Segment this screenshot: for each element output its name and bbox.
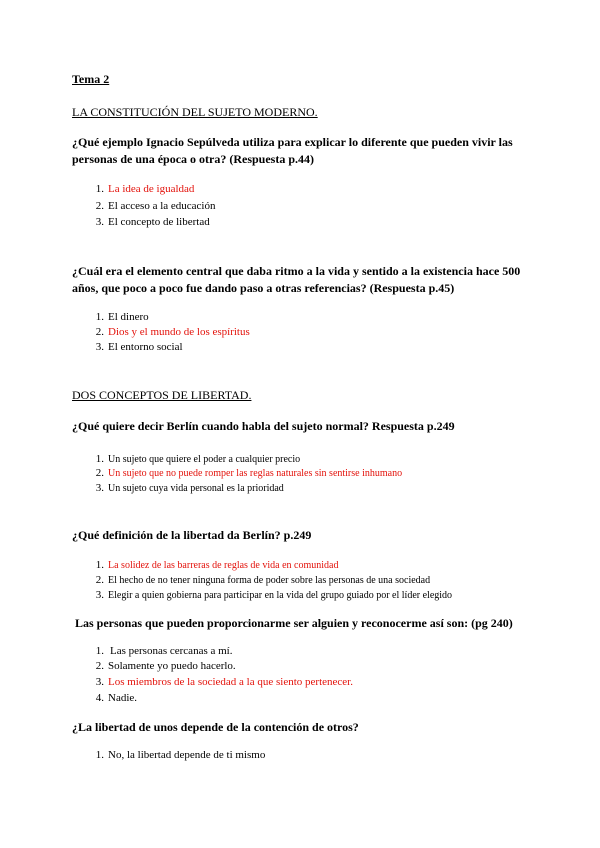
answer-option: No, la libertad depende de ti mismo [108,749,266,761]
option-number: 3. [95,589,104,601]
answer-option: Un sujeto cuya vida personal es la prioridad [108,483,284,494]
question-4: ¿Qué definición de la libertad da Berlín? p.249 [72,528,312,542]
option-number: 3. [95,676,104,688]
answer-option: Las personas cercanas a mí. [110,645,233,657]
option-number: 4. [95,692,104,704]
option-number: 3. [95,482,104,494]
question-1: ¿Qué ejemplo Ignacio Sepúlveda utiliza para explicar lo diferente que pueden vivir las personas de una época o otra? (Respuesta p.44) [72,135,513,166]
option-number: 1. [95,311,104,323]
option-number: 3. [95,341,104,353]
page-title: Tema 2 [72,72,110,86]
answer-option: Elegir a quien gobierna para participar en la vida del grupo guiado por el líder elegido [108,590,453,601]
answer-option: Un sujeto que quiere el poder a cualquier precio [108,454,301,465]
option-number: 2. [95,660,104,672]
question-5: Las personas que pueden proporcionarme ser alguien y reconocerme así son: (pg 240) [75,616,513,630]
answer-option-correct: Un sujeto que no puede romper las reglas naturales sin sentirse inhumano [108,468,403,479]
answer-option: Nadie. [108,692,138,704]
option-number: 2. [95,574,104,586]
question-2: ¿Cuál era el elemento central que daba ritmo a la vida y sentido a la existencia hace 500 años, que poco a poco fue dando paso a otras referencias? (Respuesta p.45) [72,264,521,295]
answer-option-correct: Dios y el mundo de los espíritus [108,326,250,338]
option-number: 2. [95,200,104,212]
question-6: ¿La libertad de unos depende de la contención de otros? [72,720,359,734]
option-number: 1. [95,183,104,195]
option-number: 1. [95,645,104,657]
answer-option: El dinero [108,311,149,323]
answer-option: El entorno social [108,341,183,353]
option-number: 1. [95,749,104,761]
option-number: 1. [95,559,104,571]
answer-option-correct: La solidez de las barreras de reglas de vida en comunidad [108,560,339,571]
section-heading-dos-conceptos: DOS CONCEPTOS DE LIBERTAD. [72,388,252,402]
answer-option: El concepto de libertad [108,216,210,228]
section-heading-sujeto-moderno: LA CONSTITUCIÓN DEL SUJETO MODERNO. [72,105,318,119]
answer-option: El acceso a la educación [108,200,216,212]
option-number: 2. [95,467,104,479]
answer-option: El hecho de no tener ninguna forma de poder sobre las personas de una sociedad [108,575,431,586]
option-number: 2. [95,326,104,338]
answer-option-correct: Los miembros de la sociedad a la que siento pertenecer. [108,676,353,688]
option-number: 1. [95,453,104,465]
option-number: 3. [95,216,104,228]
answer-option-correct: La idea de igualdad [108,183,195,195]
question-3: ¿Qué quiere decir Berlín cuando habla del sujeto normal? Respuesta p.249 [72,419,455,433]
answer-option: Solamente yo puedo hacerlo. [108,660,236,672]
